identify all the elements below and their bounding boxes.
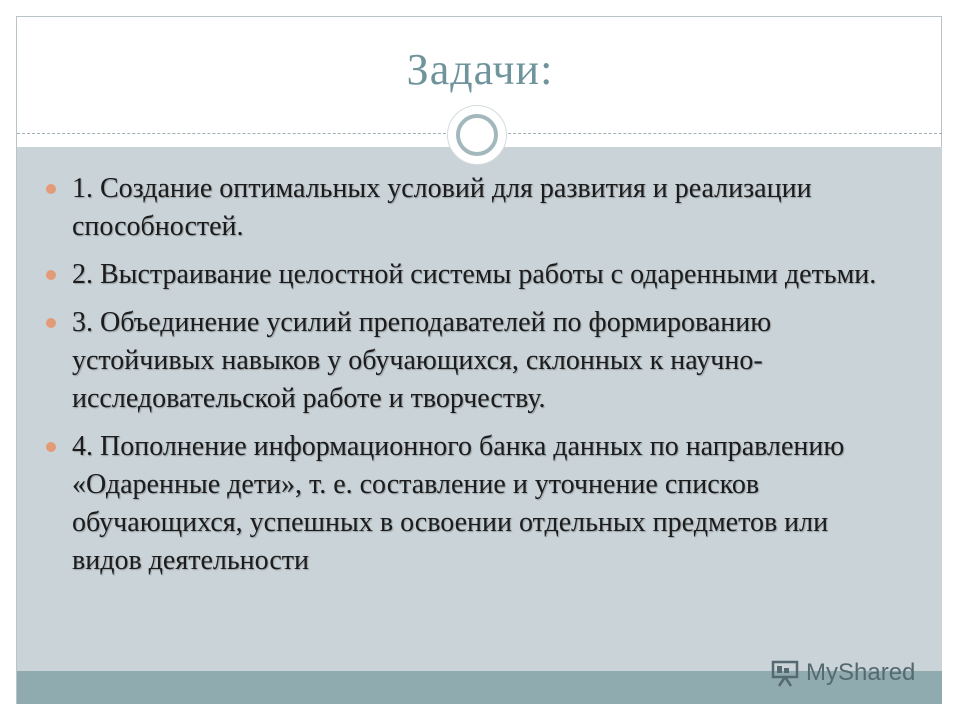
bullet-dot-icon	[46, 270, 56, 280]
list-item	[46, 428, 896, 580]
bullet-dot-icon	[46, 184, 56, 194]
list-item-text: 3. Объединение усилий преподавателей по формированию устойчивых навыков у обучающихся, склонных к научно-исследовательской работе и творчеству.	[72, 307, 772, 414]
bullet-dot-icon	[46, 318, 56, 328]
watermark-text: MyShared	[806, 659, 916, 686]
bullet-dot-icon	[46, 442, 56, 452]
myshared-watermark[interactable]	[770, 658, 915, 688]
list-item-text: 4. Пополнение информационного банка данных по направлению «Одаренные дети», т. е. составление и уточнение списков обучающихся, успешных в освоении отдельных предметов или видов деятельности	[72, 431, 845, 576]
circle-ornament-ring	[456, 114, 498, 156]
list-item-text: 2. Выстраивание целостной системы работы с одаренными детьми.	[72, 259, 877, 290]
list-item	[46, 256, 896, 294]
list-item-text: 1. Создание оптимальных условий для развития и реализации способностей.	[72, 173, 812, 242]
task-list	[46, 170, 896, 590]
list-item	[46, 304, 896, 418]
list-item	[46, 170, 896, 246]
circle-ornament-icon	[447, 105, 507, 165]
slide-title: Задачи:	[406, 45, 554, 94]
presentation-board-icon	[770, 659, 800, 687]
